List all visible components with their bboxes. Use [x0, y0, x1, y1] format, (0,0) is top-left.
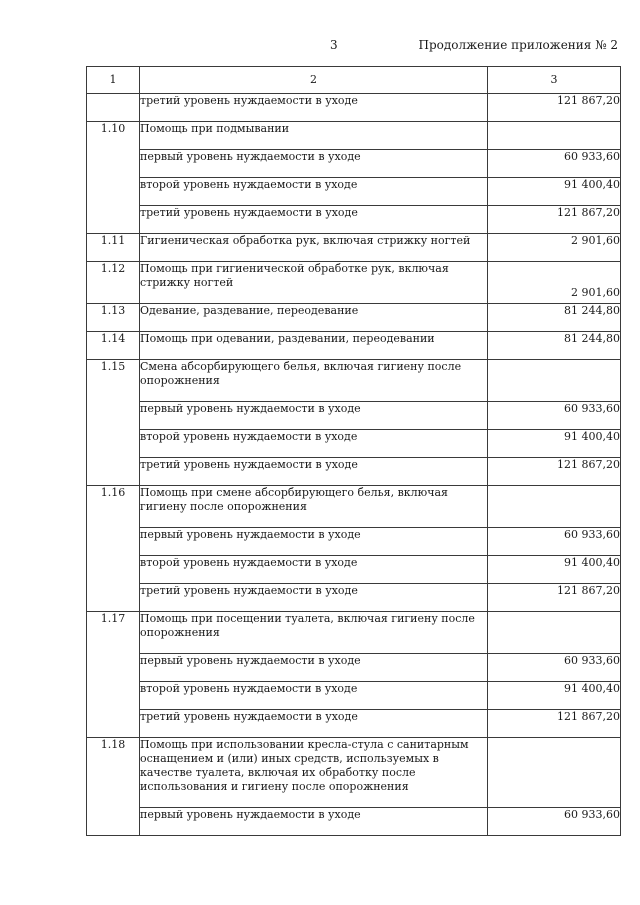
table-row	[87, 234, 621, 262]
table-row	[87, 682, 621, 710]
column-header-3: 3	[488, 67, 621, 94]
table-row	[87, 710, 621, 738]
service-price: 91 400,40	[488, 556, 621, 584]
service-name: Помощь при одевании, раздевании, переодевании	[140, 332, 488, 360]
service-name: третий уровень нуждаемости в уходе	[140, 206, 488, 234]
service-name: Гигиеническая обработка рук, включая стрижку ногтей	[140, 234, 488, 262]
table-row	[87, 654, 621, 682]
table-header-row	[87, 67, 621, 94]
service-price: 91 400,40	[488, 682, 621, 710]
service-name: Смена абсорбирующего белья, включая гигиену после опорожнения	[140, 360, 488, 402]
table-row	[87, 332, 621, 360]
service-name: Помощь при посещении туалета, включая гигиену после опорожнения	[140, 612, 488, 654]
table-row	[87, 584, 621, 612]
service-price	[488, 486, 621, 528]
service-price	[488, 738, 621, 808]
service-price: 121 867,20	[488, 710, 621, 738]
row-number: 1.10	[87, 122, 140, 234]
service-name: первый уровень нуждаемости в уходе	[140, 402, 488, 430]
page-number: 3	[330, 38, 338, 52]
service-name: Помощь при гигиенической обработке рук, включая стрижку ногтей	[140, 262, 488, 304]
row-number	[87, 94, 140, 122]
page-header	[0, 38, 640, 54]
service-price	[488, 612, 621, 654]
service-price: 60 933,60	[488, 528, 621, 556]
column-header-1: 1	[87, 67, 140, 94]
table-row	[87, 150, 621, 178]
service-name: Одевание, раздевание, переодевание	[140, 304, 488, 332]
table-row	[87, 262, 621, 304]
service-name: третий уровень нуждаемости в уходе	[140, 584, 488, 612]
service-name: Помощь при подмывании	[140, 122, 488, 150]
row-number: 1.14	[87, 332, 140, 360]
table-row	[87, 808, 621, 836]
service-name: второй уровень нуждаемости в уходе	[140, 178, 488, 206]
table-row	[87, 360, 621, 402]
table-row	[87, 738, 621, 808]
service-name: третий уровень нуждаемости в уходе	[140, 458, 488, 486]
service-name: второй уровень нуждаемости в уходе	[140, 556, 488, 584]
service-price: 121 867,20	[488, 206, 621, 234]
service-price: 81 244,80	[488, 332, 621, 360]
service-price: 81 244,80	[488, 304, 621, 332]
service-name: первый уровень нуждаемости в уходе	[140, 150, 488, 178]
table-row	[87, 206, 621, 234]
service-price: 121 867,20	[488, 94, 621, 122]
row-number: 1.12	[87, 262, 140, 304]
table-row	[87, 612, 621, 654]
service-name: второй уровень нуждаемости в уходе	[140, 682, 488, 710]
service-name: третий уровень нуждаемости в уходе	[140, 710, 488, 738]
row-number: 1.16	[87, 486, 140, 612]
row-number: 1.11	[87, 234, 140, 262]
appendix-continuation-title: Продолжение приложения № 2	[418, 38, 618, 52]
table-row	[87, 528, 621, 556]
row-number: 1.17	[87, 612, 140, 738]
table-row	[87, 556, 621, 584]
service-name: первый уровень нуждаемости в уходе	[140, 654, 488, 682]
table-row	[87, 94, 621, 122]
table-row	[87, 122, 621, 150]
column-header-2: 2	[140, 67, 488, 94]
service-price: 60 933,60	[488, 150, 621, 178]
service-name: первый уровень нуждаемости в уходе	[140, 528, 488, 556]
tariff-table	[86, 66, 621, 836]
service-price: 2 901,60	[488, 262, 621, 304]
table-row	[87, 402, 621, 430]
table-row	[87, 304, 621, 332]
table-row	[87, 486, 621, 528]
service-price	[488, 360, 621, 402]
row-number: 1.15	[87, 360, 140, 486]
table-row	[87, 178, 621, 206]
row-number: 1.13	[87, 304, 140, 332]
row-number: 1.18	[87, 738, 140, 836]
service-price: 2 901,60	[488, 234, 621, 262]
table-row	[87, 458, 621, 486]
service-price: 60 933,60	[488, 654, 621, 682]
service-name: Помощь при смене абсорбирующего белья, включая гигиену после опорожнения	[140, 486, 488, 528]
service-price	[488, 122, 621, 150]
service-price: 121 867,20	[488, 458, 621, 486]
service-name: третий уровень нуждаемости в уходе	[140, 94, 488, 122]
service-price: 121 867,20	[488, 584, 621, 612]
service-price: 60 933,60	[488, 402, 621, 430]
service-name: Помощь при использовании кресла-стула с санитарным оснащением и (или) иных средств, используемых в качестве туалета, включая их обработку после использования и гигиену после опорожнения	[140, 738, 488, 808]
table-row	[87, 430, 621, 458]
service-price: 91 400,40	[488, 178, 621, 206]
service-price: 91 400,40	[488, 430, 621, 458]
service-name: второй уровень нуждаемости в уходе	[140, 430, 488, 458]
service-price: 60 933,60	[488, 808, 621, 836]
service-name: первый уровень нуждаемости в уходе	[140, 808, 488, 836]
